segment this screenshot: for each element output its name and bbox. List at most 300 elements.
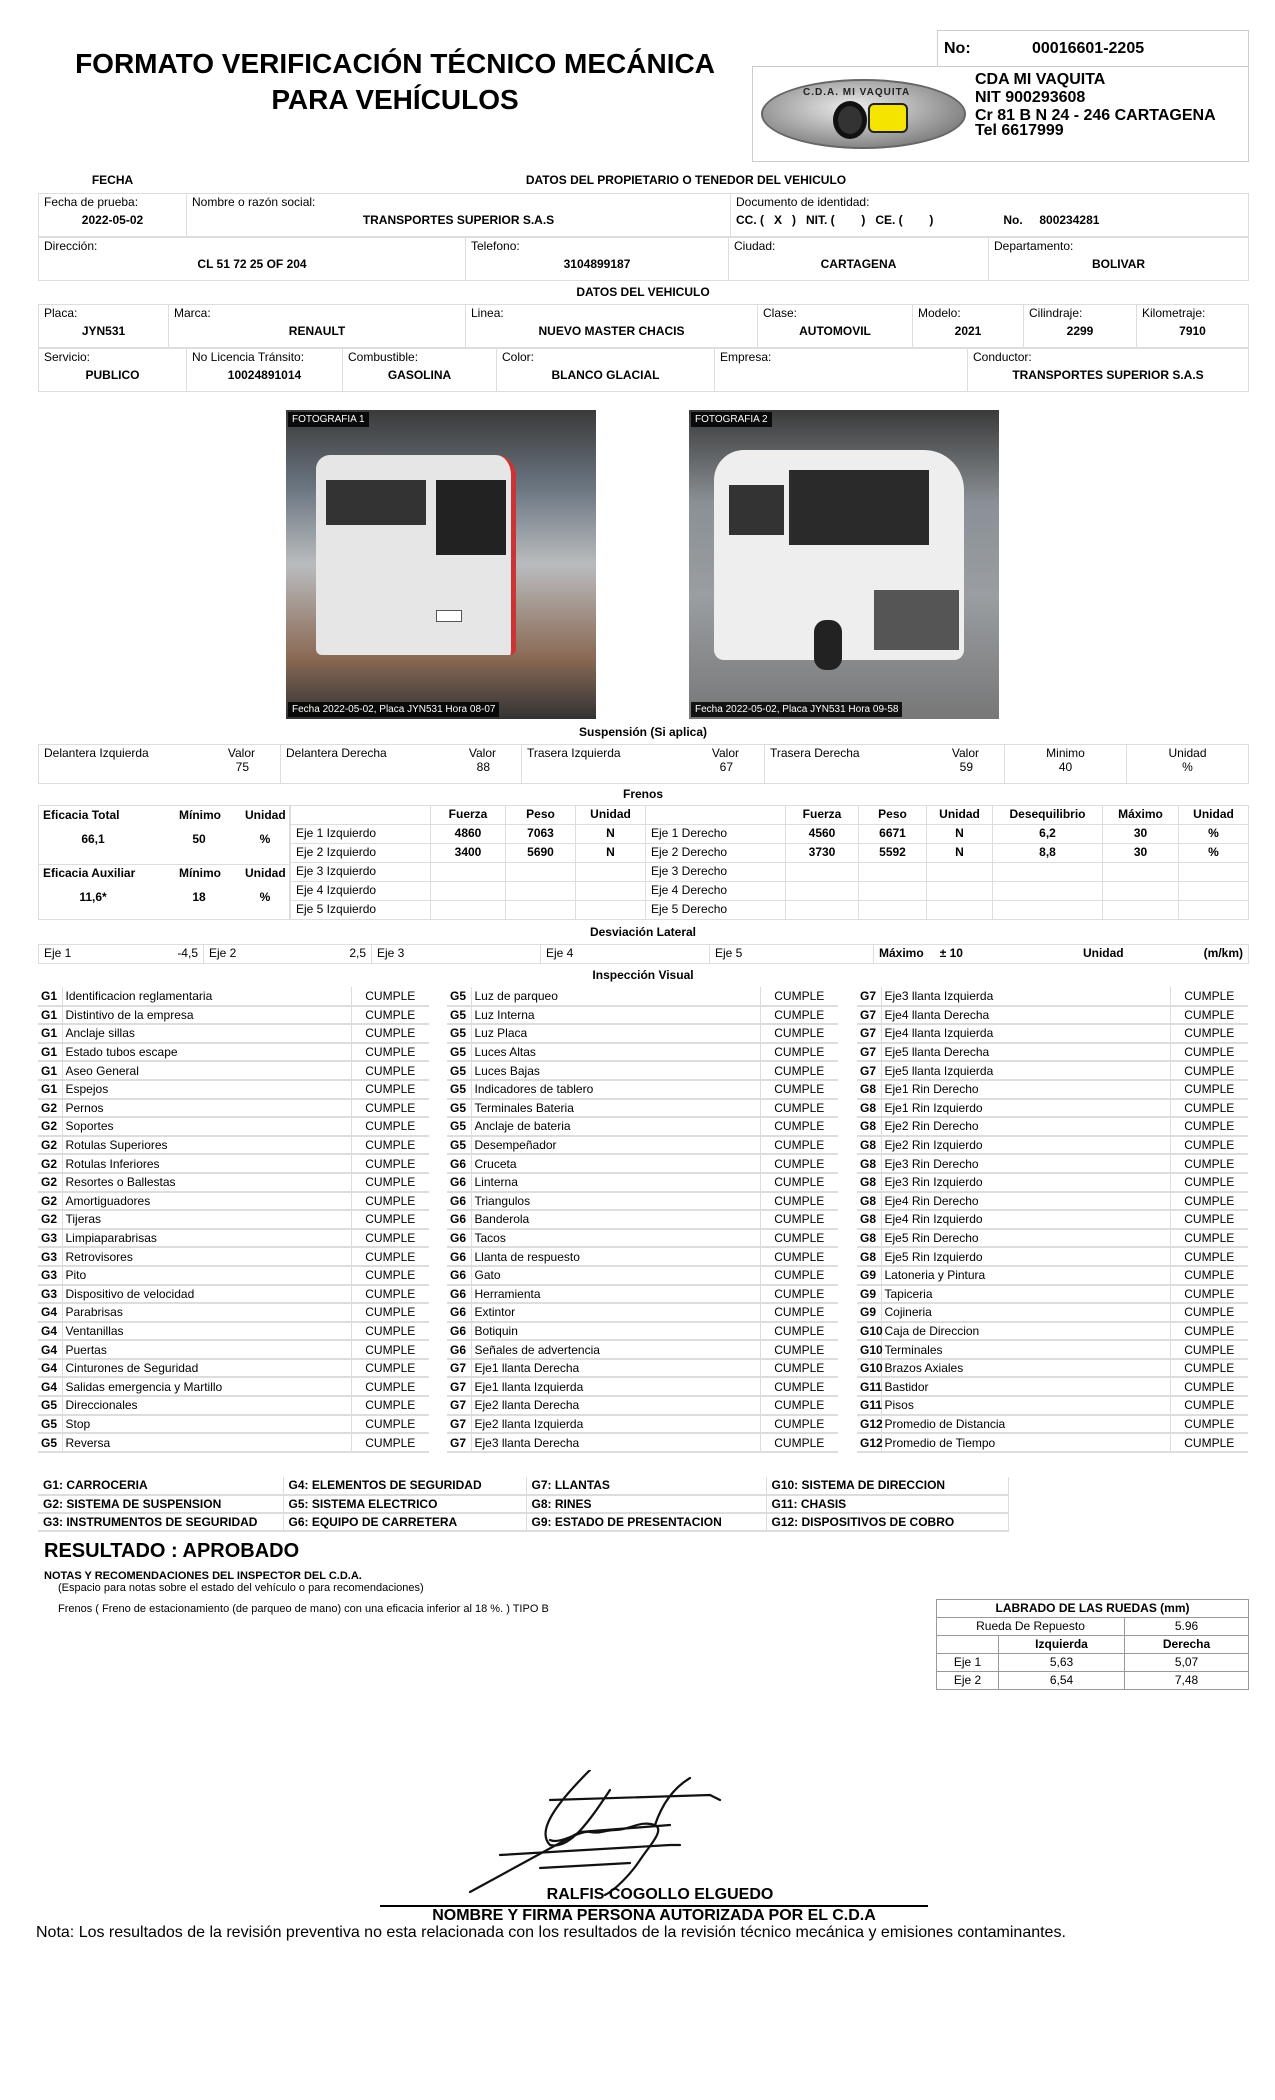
inspection-item: Eje1 Rin Izquierdo <box>881 1099 1170 1118</box>
inspection-result: CUMPLE <box>760 1099 838 1118</box>
inspection-group: G5 <box>447 1043 471 1062</box>
susp-label: Delantera Derecha <box>286 746 387 760</box>
inspection-item: Tijeras <box>62 1210 351 1229</box>
izq-header: Izquierda <box>999 1636 1125 1654</box>
inspection-result: CUMPLE <box>351 1229 429 1248</box>
inspection-item: Luz de parqueo <box>471 987 760 1006</box>
vehicle-heading: DATOS DEL VEHICULO <box>576 285 710 299</box>
inspection-row <box>857 1173 1248 1192</box>
deviation-value: 2,5 <box>349 946 366 960</box>
nombre-label: Nombre o razón social: <box>192 195 316 209</box>
km-value: 7910 <box>1179 324 1206 338</box>
vehicle-photo-1 <box>286 410 596 719</box>
inspection-result: CUMPLE <box>351 1340 429 1359</box>
inspection-row <box>857 1061 1248 1080</box>
inspection-group: G5 <box>447 1006 471 1025</box>
inspection-row <box>447 1340 838 1359</box>
inspection-result: CUMPLE <box>1170 1043 1248 1062</box>
total-unit-value: % <box>259 832 271 846</box>
owner-table-2 <box>38 237 1249 281</box>
inspection-result: CUMPLE <box>351 1266 429 1285</box>
inspection-group: G9 <box>857 1266 881 1285</box>
inspection-item: Rotulas Inferiores <box>62 1154 351 1173</box>
linea-label: Linea: <box>471 306 504 320</box>
fuerza-right <box>786 882 859 901</box>
inspection-item: Linterna <box>471 1173 760 1192</box>
linea-value: NUEVO MASTER CHACIS <box>538 324 685 338</box>
inspection-item: Eje4 Rin Derecho <box>881 1192 1170 1211</box>
inspection-result: CUMPLE <box>1170 987 1248 1006</box>
inspection-group: G10 <box>857 1322 881 1341</box>
legend-item: G10: SISTEMA DE DIRECCION <box>766 1477 1008 1495</box>
inspection-row <box>447 1024 838 1043</box>
desequilibrio: 8,8 <box>993 844 1103 863</box>
inspection-result: CUMPLE <box>1170 1192 1248 1211</box>
inspection-row <box>38 1117 429 1136</box>
empresa-label: Empresa: <box>720 350 772 364</box>
inspection-result: CUMPLE <box>1170 1396 1248 1415</box>
doc-no-label: No. <box>1003 213 1023 227</box>
fuerza-left: 3400 <box>431 844 506 863</box>
title-line-1: FORMATO VERIFICACIÓN TÉCNICO MECÁNICA <box>75 48 715 79</box>
deviation-table <box>38 944 1249 964</box>
inspection-result: CUMPLE <box>1170 1247 1248 1266</box>
inspection-group: G3 <box>38 1266 62 1285</box>
number-label: No: <box>944 40 971 57</box>
inspection-item: Eje3 llanta Izquierda <box>881 987 1170 1006</box>
inspection-row <box>447 1043 838 1062</box>
inspection-group: G2 <box>38 1136 62 1155</box>
cda-logo: C.D.A. MI VAQUITA <box>761 79 966 149</box>
inspection-row <box>38 1136 429 1155</box>
axle-right: Eje 4 Derecho <box>646 882 786 901</box>
inspection-result: CUMPLE <box>760 1024 838 1043</box>
inspection-row <box>38 1340 429 1359</box>
inspection-row <box>857 1266 1248 1285</box>
inspection-group: G7 <box>857 1006 881 1025</box>
inspection-row <box>447 1099 838 1118</box>
eficacia-aux-label: Eficacia Auxiliar <box>43 866 136 880</box>
legend-item: G1: CARROCERIA <box>38 1477 283 1495</box>
inspection-item: Promedio de Tiempo <box>881 1433 1170 1452</box>
cda-nit: NIT 900293608 <box>975 89 1086 106</box>
inspector-signature <box>440 1770 860 1900</box>
susp-label: Trasera Derecha <box>770 746 860 760</box>
inspection-row <box>857 1192 1248 1211</box>
inspection-row <box>447 1266 838 1285</box>
fuerza-right: 3730 <box>786 844 859 863</box>
inspection-item: Promedio de Distancia <box>881 1415 1170 1434</box>
inspection-group: G12 <box>857 1433 881 1452</box>
legend-item: G7: LLANTAS <box>526 1477 766 1495</box>
cilindraje-value: 2299 <box>1066 324 1094 338</box>
legend-item: G8: RINES <box>526 1495 766 1513</box>
tread-izq: 5,63 <box>999 1654 1125 1672</box>
inspection-group: G7 <box>857 1043 881 1062</box>
cda-tel: Tel 6617999 <box>975 122 1064 139</box>
legend-item: G5: SISTEMA ELECTRICO <box>283 1495 526 1513</box>
inspection-group: G6 <box>447 1303 471 1322</box>
inspection-row <box>857 1136 1248 1155</box>
minimo-label: Mínimo <box>179 808 221 822</box>
cda-name: CDA MI VAQUITA <box>975 71 1106 88</box>
placa-value: JYN531 <box>81 324 126 338</box>
inspection-heading: Inspección Visual <box>592 968 694 982</box>
unidad: % <box>1179 825 1249 844</box>
inspection-group: G4 <box>38 1377 62 1396</box>
inspection-item: Salidas emergencia y Martillo <box>62 1377 351 1396</box>
unidad-label: Unidad <box>245 866 286 880</box>
deviation-heading: Desviación Lateral <box>589 925 697 939</box>
inspection-item: Eje2 Rin Derecho <box>881 1117 1170 1136</box>
inspection-group: G2 <box>38 1173 62 1192</box>
inspection-row <box>857 1080 1248 1099</box>
deviation-axle <box>710 945 874 964</box>
inspection-group: G2 <box>38 1192 62 1211</box>
inspection-item: Dispositivo de velocidad <box>62 1285 351 1304</box>
inspection-group: G3 <box>38 1247 62 1266</box>
footer-note: Nota: Los resultados de la revisión preventiva no esta relacionada con los resultados de la revisión técnico mecánica y emisiones contaminantes. <box>36 1924 1066 1941</box>
clase-value: AUTOMOVIL <box>799 324 871 338</box>
vehicle-photo-2 <box>689 410 999 719</box>
inspection-group: G1 <box>38 1006 62 1025</box>
inspection-result: CUMPLE <box>760 1154 838 1173</box>
minimo-label: Mínimo <box>179 866 221 880</box>
inspection-item: Amortiguadores <box>62 1192 351 1211</box>
maximo-header: Máximo <box>1103 806 1179 825</box>
inspection-row <box>447 1285 838 1304</box>
peso-left <box>506 901 576 920</box>
inspection-group: G10 <box>857 1359 881 1378</box>
inspection-row <box>447 1303 838 1322</box>
inspection-item: Eje1 llanta Derecha <box>471 1359 760 1378</box>
inspection-group: G5 <box>447 1136 471 1155</box>
depto-value: BOLIVAR <box>1091 257 1146 271</box>
inspection-result: CUMPLE <box>1170 1024 1248 1043</box>
inspection-group: G6 <box>447 1154 471 1173</box>
inspection-item: Resortes o Ballestas <box>62 1173 351 1192</box>
inspection-row <box>447 1322 838 1341</box>
inspection-group: G1 <box>38 987 62 1006</box>
inspection-result: CUMPLE <box>760 1192 838 1211</box>
inspection-result: CUMPLE <box>1170 1117 1248 1136</box>
inspection-row <box>857 1377 1248 1396</box>
inspection-row <box>857 1285 1248 1304</box>
inspection-row <box>38 1359 429 1378</box>
inspection-result: CUMPLE <box>760 1266 838 1285</box>
deviation-label: Eje 2 <box>209 946 237 960</box>
aux-unit-value: % <box>259 890 271 904</box>
minimo-label: Minimo <box>1046 746 1085 760</box>
valor-label: Valor <box>468 746 496 760</box>
inspection-result: CUMPLE <box>760 1303 838 1322</box>
inspection-result: CUMPLE <box>351 1285 429 1304</box>
unidad <box>1179 901 1249 920</box>
inspection-result: CUMPLE <box>351 1359 429 1378</box>
desequilibrio <box>993 901 1103 920</box>
inspection-row <box>447 1006 838 1025</box>
tread-axle: Eje 2 <box>937 1672 999 1690</box>
peso-header: Peso <box>506 806 576 825</box>
inspection-row <box>447 1377 838 1396</box>
combustible-value: GASOLINA <box>387 368 452 382</box>
unidad <box>1179 882 1249 901</box>
inspection-item: Tapiceria <box>881 1285 1170 1304</box>
axle-left: Eje 4 Izquierdo <box>291 882 431 901</box>
inspection-item: Desempeñador <box>471 1136 760 1155</box>
inspection-item: Pisos <box>881 1396 1170 1415</box>
legend-row <box>38 1513 1008 1531</box>
inspection-item: Eje5 llanta Izquierda <box>881 1061 1170 1080</box>
inspection-result: CUMPLE <box>760 1210 838 1229</box>
licencia-value: 10024891014 <box>227 368 302 382</box>
inspection-row <box>38 1229 429 1248</box>
cow-icon <box>868 103 908 133</box>
inspection-item: Eje3 Rin Izquierdo <box>881 1173 1170 1192</box>
direccion-label: Dirección: <box>44 239 98 253</box>
inspection-row <box>38 1433 429 1452</box>
inspection-row <box>447 1117 838 1136</box>
title-line-2: PARA VEHÍCULOS <box>271 84 519 115</box>
photo-1-label: FOTOGRAFIA 1 <box>288 412 369 427</box>
inspection-row <box>447 1415 838 1434</box>
inspection-item: Indicadores de tablero <box>471 1080 760 1099</box>
fuerza-left: 4860 <box>431 825 506 844</box>
inspection-group: G9 <box>857 1285 881 1304</box>
inspection-row <box>38 1377 429 1396</box>
inspection-row <box>857 987 1248 1006</box>
fuerza-right <box>786 901 859 920</box>
inspection-result: CUMPLE <box>351 1322 429 1341</box>
suspension-table <box>38 744 1249 784</box>
peso-right <box>859 863 927 882</box>
inspection-row <box>857 1322 1248 1341</box>
fecha-label: Fecha de prueba: <box>44 195 139 209</box>
inspection-group: G8 <box>857 1173 881 1192</box>
unidad-label: Unidad <box>1082 946 1124 960</box>
eficacia-total-label: Eficacia Total <box>43 808 120 822</box>
peso-left: 7063 <box>506 825 576 844</box>
servicio-value: PUBLICO <box>85 368 140 382</box>
inspection-group: G2 <box>38 1099 62 1118</box>
desequilibrio <box>993 863 1103 882</box>
inspection-group: G6 <box>447 1322 471 1341</box>
susp-label: Trasera Izquierda <box>527 746 621 760</box>
tread-der: 7,48 <box>1125 1672 1249 1690</box>
minimo-value: 40 <box>1058 760 1073 774</box>
inspection-item: Eje2 Rin Izquierdo <box>881 1136 1170 1155</box>
inspection-item: Triangulos <box>471 1192 760 1211</box>
inspection-row <box>857 1099 1248 1118</box>
unidad <box>1179 863 1249 882</box>
inspection-item: Latoneria y Pintura <box>881 1266 1170 1285</box>
axle-right: Eje 5 Derecho <box>646 901 786 920</box>
inspection-group: G3 <box>38 1229 62 1248</box>
inspection-group: G6 <box>447 1192 471 1211</box>
inspection-group: G2 <box>38 1210 62 1229</box>
inspection-group: G6 <box>447 1173 471 1192</box>
inspection-result: CUMPLE <box>351 1080 429 1099</box>
ciudad-value: CARTAGENA <box>820 257 897 271</box>
inspection-group: G8 <box>857 1117 881 1136</box>
suspension-heading: Suspensión (Si aplica) <box>578 725 708 739</box>
legend-item: G6: EQUIPO DE CARRETERA <box>283 1513 526 1531</box>
inspection-group: G7 <box>447 1377 471 1396</box>
conductor-value: TRANSPORTES SUPERIOR S.A.S <box>1012 368 1204 382</box>
inspection-group: G6 <box>447 1285 471 1304</box>
direccion-value: CL 51 72 25 OF 204 <box>197 257 307 271</box>
inspection-result: CUMPLE <box>1170 1173 1248 1192</box>
unidad-left <box>576 901 646 920</box>
peso-left: 5690 <box>506 844 576 863</box>
inspection-result: CUMPLE <box>1170 1154 1248 1173</box>
inspection-result: CUMPLE <box>351 1192 429 1211</box>
inspection-row <box>38 1415 429 1434</box>
inspection-result: CUMPLE <box>760 987 838 1006</box>
tread-table <box>936 1599 1249 1690</box>
inspection-group: G5 <box>447 1024 471 1043</box>
legend-row <box>38 1495 1008 1513</box>
fuerza-header: Fuerza <box>431 806 506 825</box>
result-status: RESULTADO : APROBADO <box>44 1540 300 1562</box>
legend-item: G3: INSTRUMENTOS DE SEGURIDAD <box>38 1513 283 1531</box>
maximo-label: Máximo <box>879 946 924 960</box>
inspection-result: CUMPLE <box>351 1006 429 1025</box>
inspection-item: Eje1 Rin Derecho <box>881 1080 1170 1099</box>
inspection-group: G1 <box>38 1024 62 1043</box>
fuerza-left <box>431 901 506 920</box>
marca-label: Marca: <box>174 306 211 320</box>
deviation-label: Eje 3 <box>377 946 405 960</box>
axle-right: Eje 2 Derecho <box>646 844 786 863</box>
inspection-group: G8 <box>857 1099 881 1118</box>
inspection-item: Tacos <box>471 1229 760 1248</box>
telefono-label: Telefono: <box>471 239 520 253</box>
tread-izq: 6,54 <box>999 1672 1125 1690</box>
inspection-item: Gato <box>471 1266 760 1285</box>
inspection-row <box>38 1192 429 1211</box>
inspection-item: Eje4 llanta Derecha <box>881 1006 1170 1025</box>
fecha-heading: FECHA <box>91 173 134 187</box>
fuerza-right: 4560 <box>786 825 859 844</box>
inspection-group: G11 <box>857 1396 881 1415</box>
inspection-result: CUMPLE <box>351 987 429 1006</box>
inspection-result: CUMPLE <box>351 1433 429 1452</box>
inspection-item: Identificacion reglamentaria <box>62 987 351 1006</box>
inspection-item: Señales de advertencia <box>471 1340 760 1359</box>
cda-address: Cr 81 B N 24 - 246 CARTAGENA <box>975 107 1216 124</box>
inspection-group: G8 <box>857 1136 881 1155</box>
inspection-group: G1 <box>38 1043 62 1062</box>
inspection-row <box>38 1266 429 1285</box>
inspection-group: G5 <box>38 1415 62 1434</box>
owner-heading: DATOS DEL PROPIETARIO O TENEDOR DEL VEHICULO <box>525 173 847 187</box>
inspection-item: Eje3 llanta Derecha <box>471 1433 760 1452</box>
inspection-item: Estado tubos escape <box>62 1043 351 1062</box>
maximo <box>1103 901 1179 920</box>
inspection-row <box>38 1285 429 1304</box>
inspection-result: CUMPLE <box>1170 1080 1248 1099</box>
inspection-item: Cinturones de Seguridad <box>62 1359 351 1378</box>
photo-2-caption: Fecha 2022-05-02, Placa JYN531 Hora 09-58 <box>691 702 902 717</box>
conductor-label: Conductor: <box>973 350 1032 364</box>
brakes-heading: Frenos <box>622 787 663 801</box>
number-value: 00016601-2205 <box>1032 40 1145 57</box>
inspection-item: Bastidor <box>881 1377 1170 1396</box>
inspection-item: Pito <box>62 1266 351 1285</box>
brakes-efficacy <box>38 805 290 920</box>
inspection-item: Stop <box>62 1415 351 1434</box>
inspection-result: CUMPLE <box>1170 1266 1248 1285</box>
peso-right <box>859 901 927 920</box>
inspection-group: G2 <box>38 1117 62 1136</box>
brake-row <box>291 901 1249 920</box>
notes-subtitle: (Espacio para notas sobre el estado del vehículo o para recomendaciones) <box>58 1582 424 1594</box>
nombre-value: TRANSPORTES SUPERIOR S.A.S <box>362 213 555 227</box>
inspection-result: CUMPLE <box>351 1154 429 1173</box>
inspection-row <box>38 1024 429 1043</box>
axle-left: Eje 1 Izquierdo <box>291 825 431 844</box>
inspection-result: CUMPLE <box>351 1173 429 1192</box>
doc-types: CC. ( X ) NIT. ( ) CE. ( ) <box>736 213 934 227</box>
maximo <box>1103 882 1179 901</box>
susp-value: 59 <box>959 760 973 774</box>
vehicle-table-2 <box>38 348 1249 392</box>
peso-left <box>506 882 576 901</box>
placa-label: Placa: <box>44 306 78 320</box>
inspection-row <box>38 1173 429 1192</box>
unidad-left: N <box>576 825 646 844</box>
maximo: 30 <box>1103 844 1179 863</box>
desequilibrio <box>993 882 1103 901</box>
inspection-result: CUMPLE <box>760 1173 838 1192</box>
inspection-item: Luz Placa <box>471 1024 760 1043</box>
inspection-item: Rotulas Superiores <box>62 1136 351 1155</box>
inspection-group: G7 <box>447 1433 471 1452</box>
peso-left <box>506 863 576 882</box>
inspection-result: CUMPLE <box>351 1136 429 1155</box>
inspection-item: Anclaje de bateria <box>471 1117 760 1136</box>
inspection-group: G5 <box>447 1080 471 1099</box>
inspection-result: CUMPLE <box>1170 1359 1248 1378</box>
inspection-item: Reversa <box>62 1433 351 1452</box>
tread-heading: LABRADO DE LAS RUEDAS (mm) <box>937 1600 1249 1618</box>
inspection-item: Luz Interna <box>471 1006 760 1025</box>
inspection-result: CUMPLE <box>760 1396 838 1415</box>
unidad-left <box>576 882 646 901</box>
inspection-item: Terminales Bateria <box>471 1099 760 1118</box>
inspection-item: Herramienta <box>471 1285 760 1304</box>
unidad-right <box>927 863 993 882</box>
inspection-row <box>857 1340 1248 1359</box>
inspection-row <box>447 1396 838 1415</box>
inspection-row <box>447 1173 838 1192</box>
inspection-row <box>38 1099 429 1118</box>
aux-min-value: 18 <box>192 890 206 904</box>
ciudad-label: Ciudad: <box>734 239 776 253</box>
inspection-group: G8 <box>857 1080 881 1099</box>
legend-item: G11: CHASIS <box>766 1495 1008 1513</box>
inspection-item: Eje5 llanta Derecha <box>881 1043 1170 1062</box>
inspection-item: Pernos <box>62 1099 351 1118</box>
unidad-header: Unidad <box>1179 806 1249 825</box>
inspection-group: G8 <box>857 1154 881 1173</box>
inspection-item: Extintor <box>471 1303 760 1322</box>
combustible-label: Combustible: <box>348 350 419 364</box>
deviation-label: Eje 4 <box>546 946 574 960</box>
fuerza-left <box>431 882 506 901</box>
inspection-item: Banderola <box>471 1210 760 1229</box>
